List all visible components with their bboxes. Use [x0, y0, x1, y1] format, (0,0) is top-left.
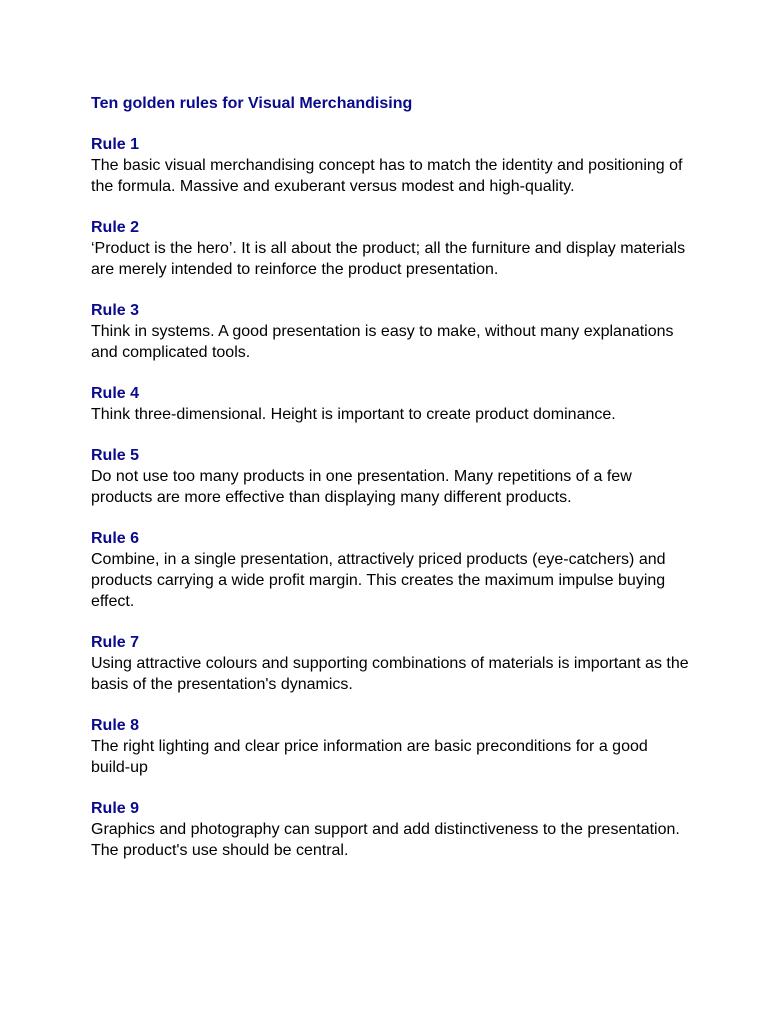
rule-text: Combine, in a single presentation, attractively priced products (eye-catchers) and products carrying a wide profit margin. This creates the maximum impulse buying effect. — [91, 551, 666, 610]
rule-9 — [91, 798, 691, 861]
rule-4 — [91, 383, 691, 425]
rule-text: Think in systems. A good presentation is easy to make, without many explanations and complicated tools. — [91, 323, 674, 361]
rule-7 — [91, 632, 691, 695]
document-page — [91, 93, 691, 881]
rule-heading: Rule 7 — [91, 634, 140, 651]
rule-heading: Rule 5 — [91, 447, 140, 464]
rule-text: Graphics and photography can support and add distinctiveness to the presentation. The product's use should be central. — [91, 821, 680, 859]
document-title: Ten golden rules for Visual Merchandising — [91, 95, 413, 112]
rule-8 — [91, 715, 691, 778]
rule-text: Do not use too many products in one presentation. Many repetitions of a few products are more effective than displaying many different products. — [91, 468, 632, 506]
rule-heading: Rule 9 — [91, 800, 140, 817]
rule-heading: Rule 4 — [91, 385, 140, 402]
rule-1 — [91, 134, 691, 197]
rule-heading: Rule 3 — [91, 302, 140, 319]
rule-text: The right lighting and clear price information are basic preconditions for a good build-up — [91, 738, 648, 776]
rule-heading: Rule 1 — [91, 136, 140, 153]
rule-5 — [91, 445, 691, 508]
rule-text: Think three-dimensional. Height is important to create product dominance. — [91, 406, 616, 423]
rule-2 — [91, 217, 691, 280]
rule-heading: Rule 8 — [91, 717, 140, 734]
rule-text: Using attractive colours and supporting combinations of materials is important as the basis of the presentation's dynamics. — [91, 655, 689, 693]
rule-3 — [91, 300, 691, 363]
rule-heading: Rule 2 — [91, 219, 140, 236]
rule-text: ‘Product is the hero’. It is all about the product; all the furniture and display materials are merely intended to reinforce the product presentation. — [91, 240, 686, 278]
rule-text: The basic visual merchandising concept has to match the identity and positioning of the formula. Massive and exuberant versus modest and high-quality. — [91, 157, 683, 195]
rule-heading: Rule 6 — [91, 530, 140, 547]
rule-6 — [91, 528, 691, 612]
